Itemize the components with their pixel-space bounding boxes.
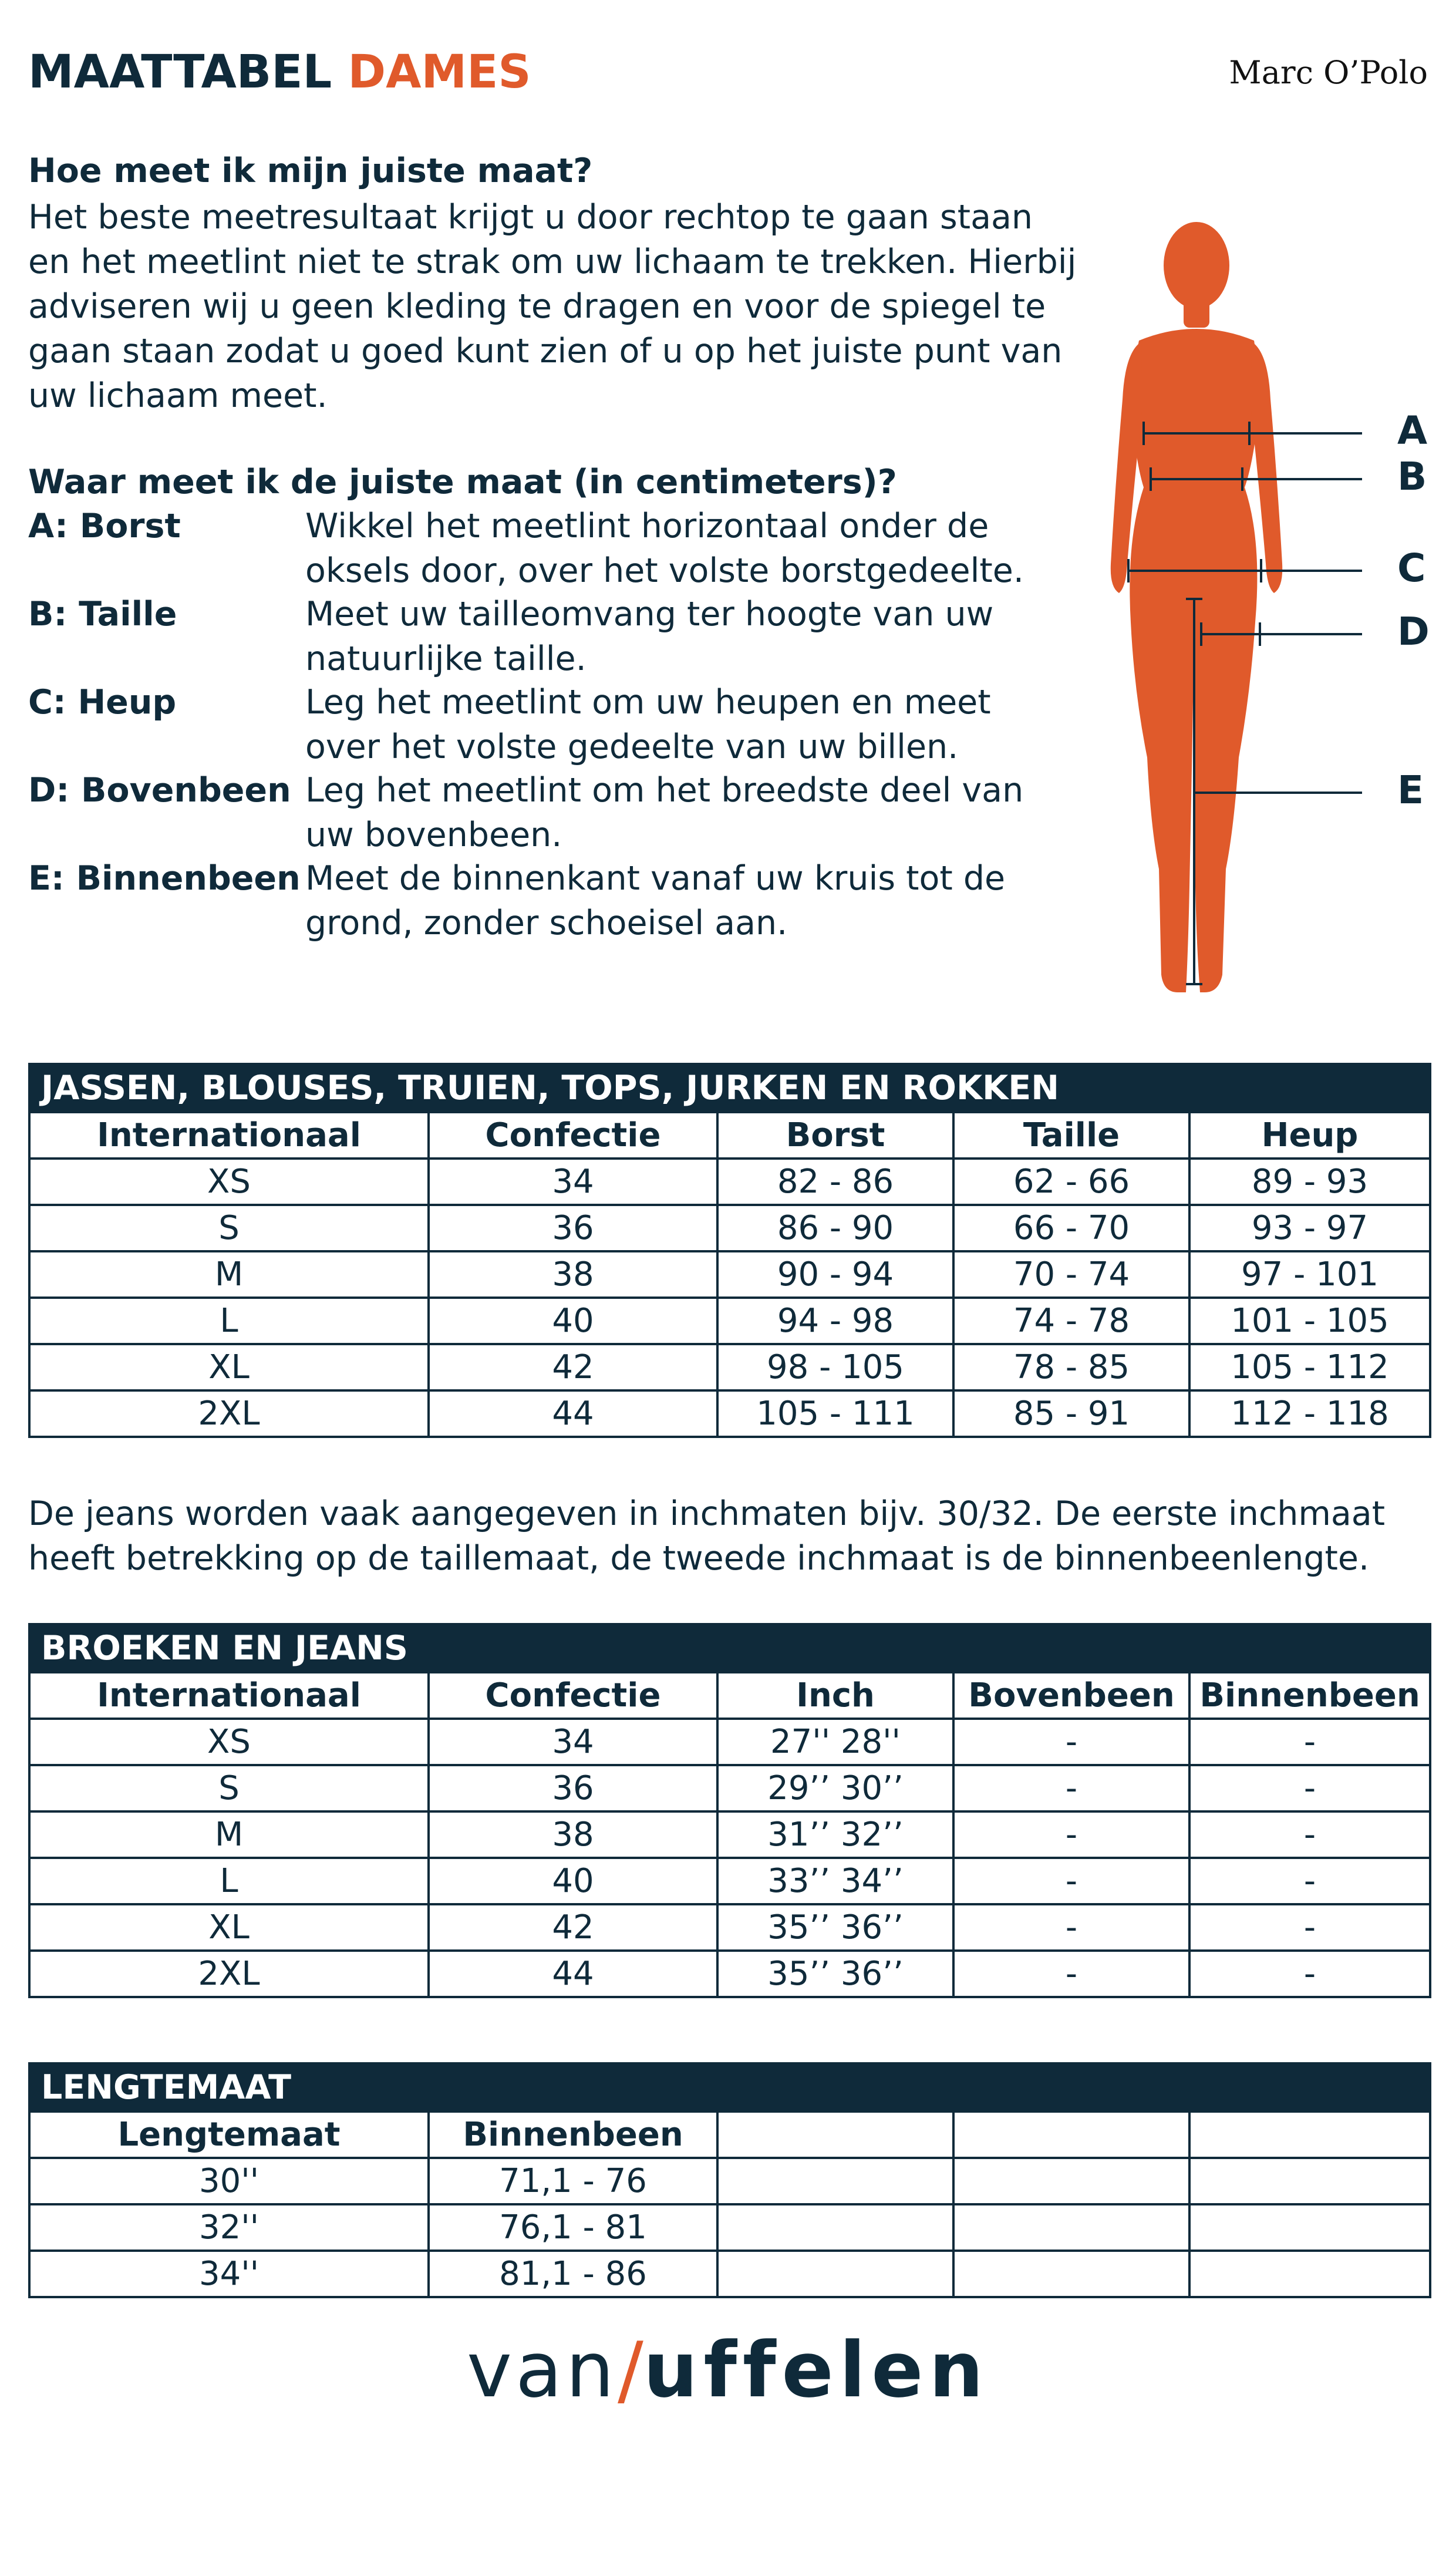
question-heading-2: Waar meet ik de juiste maat (in centimeters)? <box>28 463 897 501</box>
definition-line: uw bovenbeen. <box>305 816 562 854</box>
table-cell <box>1189 2204 1430 2251</box>
table-cell: 36 <box>429 1205 717 1251</box>
table-cell: 40 <box>429 1858 717 1904</box>
table-cell: 29’’ 30’’ <box>717 1765 953 1811</box>
title-main: MAATTABEL <box>28 46 332 99</box>
column-header: Borst <box>717 1112 953 1159</box>
table-row <box>29 1719 1430 1765</box>
table-cell: 105 - 112 <box>1189 1344 1430 1390</box>
table-cell: 34 <box>429 1159 717 1205</box>
table-row <box>29 1390 1430 1437</box>
definition-line: Leg het meetlint om het breedste deel van <box>305 771 1024 810</box>
marker-label-d: D <box>1397 609 1430 654</box>
table-cell: 34 <box>429 1719 717 1765</box>
question-heading-1: Hoe meet ik mijn juiste maat? <box>28 151 593 190</box>
note-line: De jeans worden vaak aangegeven in inchmaten bijv. 30/32. De eerste inchmaat <box>28 1494 1386 1533</box>
table-cell: 71,1 - 76 <box>429 2158 717 2204</box>
table-cell: 94 - 98 <box>717 1298 953 1344</box>
table-row <box>29 2251 1430 2297</box>
definition-line: Wikkel het meetlint horizontaal onder de <box>305 507 989 545</box>
table-cell: - <box>1189 1951 1430 1997</box>
jeans-note <box>28 1491 1431 1581</box>
table-cell: 40 <box>429 1298 717 1344</box>
table-cell: 44 <box>429 1951 717 1997</box>
table-cell: L <box>29 1298 429 1344</box>
brand-logo: Marc O’Polo <box>1229 54 1428 91</box>
column-header <box>953 2112 1189 2158</box>
definition-text <box>305 680 1074 769</box>
column-header: Binnenbeen <box>429 2112 717 2158</box>
paragraph-line: gaan staan zodat u goed kunt zien of u op het juiste punt van <box>28 332 1063 371</box>
table-cell: 42 <box>429 1344 717 1390</box>
table-cell: 93 - 97 <box>1189 1205 1430 1251</box>
logo-part-van: van <box>467 2325 618 2415</box>
definition-bovenbeen <box>28 768 1073 856</box>
size-table-jeans <box>28 1623 1431 1998</box>
table-cell: 85 - 91 <box>953 1390 1189 1437</box>
column-header: Internationaal <box>29 1112 429 1159</box>
table-cell: 62 - 66 <box>953 1159 1189 1205</box>
marker-label-e: E <box>1397 767 1424 813</box>
table-cell: 112 - 118 <box>1189 1390 1430 1437</box>
definition-text <box>305 504 1074 593</box>
table-row <box>29 1344 1430 1390</box>
table-cell <box>953 2251 1189 2297</box>
marker-label-c: C <box>1397 545 1426 591</box>
table-cell: 70 - 74 <box>953 1251 1189 1298</box>
definition-label: E: Binnenbeen <box>28 859 301 898</box>
table-cell: 98 - 105 <box>717 1344 953 1390</box>
note-line: heeft betrekking op de taillemaat, de tweede inchmaat is de binnenbeenlengte. <box>28 1539 1370 1578</box>
table-row <box>29 1951 1430 1997</box>
table-cell: 44 <box>429 1390 717 1437</box>
table-cell: - <box>953 1811 1189 1858</box>
table-cell: - <box>1189 1765 1430 1811</box>
marker-label-b: B <box>1397 454 1427 499</box>
table-cell: - <box>953 1858 1189 1904</box>
intro-paragraph <box>28 195 1077 418</box>
marker-label-a: A <box>1397 408 1428 453</box>
table-cell: 36 <box>429 1765 717 1811</box>
column-header: Lengtemaat <box>29 2112 429 2158</box>
column-header <box>1189 2112 1430 2158</box>
table-cell <box>717 2158 953 2204</box>
table-row <box>29 1858 1430 1904</box>
table-cell: 32'' <box>29 2204 429 2251</box>
definition-label: B: Taille <box>28 595 177 634</box>
table-row <box>29 1205 1430 1251</box>
table-cell <box>1189 2251 1430 2297</box>
definition-line: grond, zonder schoeisel aan. <box>305 904 788 942</box>
table-cell: - <box>1189 1858 1430 1904</box>
table-cell: 81,1 - 86 <box>429 2251 717 2297</box>
column-header <box>717 2112 953 2158</box>
table-row <box>29 1251 1430 1298</box>
table-cell: 2XL <box>29 1390 429 1437</box>
table-cell: 89 - 93 <box>1189 1159 1430 1205</box>
table-row <box>29 1298 1430 1344</box>
table-title: BROEKEN EN JEANS <box>29 1624 1430 1672</box>
table-row <box>29 1159 1430 1205</box>
table-cell: 74 - 78 <box>953 1298 1189 1344</box>
table-cell: 33’’ 34’’ <box>717 1858 953 1904</box>
table-cell: 2XL <box>29 1951 429 1997</box>
table-cell: 97 - 101 <box>1189 1251 1430 1298</box>
table-cell: 90 - 94 <box>717 1251 953 1298</box>
table-row <box>29 1811 1430 1858</box>
table-cell: 78 - 85 <box>953 1344 1189 1390</box>
table-cell: 31’’ 32’’ <box>717 1811 953 1858</box>
table-cell: 35’’ 36’’ <box>717 1904 953 1951</box>
table-cell: S <box>29 1765 429 1811</box>
column-header: Internationaal <box>29 1672 429 1719</box>
table-cell: - <box>953 1951 1189 1997</box>
paragraph-line: Het beste meetresultaat krijgt u door rechtop te gaan staan <box>28 198 1033 237</box>
table-cell <box>717 2251 953 2297</box>
definition-line: Meet de binnenkant vanaf uw kruis tot de <box>305 859 1006 898</box>
column-header: Taille <box>953 1112 1189 1159</box>
table-cell: - <box>1189 1904 1430 1951</box>
table-cell: 42 <box>429 1904 717 1951</box>
column-header: Bovenbeen <box>953 1672 1189 1719</box>
table-cell: 34'' <box>29 2251 429 2297</box>
column-header: Heup <box>1189 1112 1430 1159</box>
definition-line: Leg het meetlint om uw heupen en meet <box>305 683 991 722</box>
definition-text <box>305 856 1074 945</box>
table-cell: 66 - 70 <box>953 1205 1189 1251</box>
van-uffelen-logo <box>0 2325 1456 2415</box>
page-title <box>28 46 531 99</box>
table-row <box>29 2158 1430 2204</box>
table-cell: 30'' <box>29 2158 429 2204</box>
table-cell <box>953 2158 1189 2204</box>
paragraph-line: uw lichaam meet. <box>28 376 328 415</box>
definition-text <box>305 592 1074 681</box>
table-cell: 105 - 111 <box>717 1390 953 1437</box>
definition-line: Meet uw tailleomvang ter hoogte van uw <box>305 595 994 634</box>
paragraph-line: en het meetlint niet te strak om uw lichaam te trekken. Hierbij <box>28 243 1077 281</box>
title-accent: DAMES <box>348 46 531 99</box>
table-cell: - <box>953 1765 1189 1811</box>
definition-binnenbeen <box>28 856 1073 944</box>
definition-line: over het volste gedeelte van uw billen. <box>305 728 959 766</box>
table-cell <box>1189 2158 1430 2204</box>
column-header: Confectie <box>429 1672 717 1719</box>
table-cell: - <box>1189 1811 1430 1858</box>
table-cell: XL <box>29 1344 429 1390</box>
definition-borst <box>28 504 1073 592</box>
logo-slash: / <box>618 2325 643 2415</box>
table-cell: - <box>953 1719 1189 1765</box>
table-cell <box>953 2204 1189 2251</box>
table-cell: L <box>29 1858 429 1904</box>
size-table-tops <box>28 1063 1431 1438</box>
definition-label: A: Borst <box>28 507 181 545</box>
table-cell <box>717 2204 953 2251</box>
table-row <box>29 1765 1430 1811</box>
table-row <box>29 2204 1430 2251</box>
column-header: Confectie <box>429 1112 717 1159</box>
table-cell: M <box>29 1251 429 1298</box>
table-cell: 35’’ 36’’ <box>717 1951 953 1997</box>
table-cell: 38 <box>429 1251 717 1298</box>
table-cell: 27'' 28'' <box>717 1719 953 1765</box>
table-cell: 101 - 105 <box>1189 1298 1430 1344</box>
column-header: Inch <box>717 1672 953 1719</box>
table-cell: 86 - 90 <box>717 1205 953 1251</box>
definition-label: D: Bovenbeen <box>28 771 291 810</box>
column-header: Binnenbeen <box>1189 1672 1430 1719</box>
table-cell: 76,1 - 81 <box>429 2204 717 2251</box>
body-silhouette-icon <box>1069 211 1444 998</box>
definition-label: C: Heup <box>28 683 177 722</box>
table-cell: - <box>1189 1719 1430 1765</box>
table-header-row <box>29 1112 1430 1159</box>
table-title: LENGTEMAAT <box>29 2063 1430 2112</box>
table-cell: 38 <box>429 1811 717 1858</box>
table-row <box>29 1904 1430 1951</box>
table-title: JASSEN, BLOUSES, TRUIEN, TOPS, JURKEN EN ROKKEN <box>29 1064 1430 1112</box>
table-cell: M <box>29 1811 429 1858</box>
table-cell: XS <box>29 1719 429 1765</box>
table-cell: 82 - 86 <box>717 1159 953 1205</box>
table-cell: - <box>953 1904 1189 1951</box>
definition-line: oksels door, over het volste borstgedeelte. <box>305 551 1024 590</box>
length-table <box>28 2062 1431 2298</box>
table-cell: S <box>29 1205 429 1251</box>
definition-heup <box>28 680 1073 768</box>
logo-part-uffelen: uffelen <box>643 2325 989 2415</box>
paragraph-line: adviseren wij u geen kleding te dragen en voor de spiegel te <box>28 287 1046 326</box>
definition-taille <box>28 592 1073 680</box>
body-measurement-figure <box>1069 211 1444 998</box>
table-cell: XL <box>29 1904 429 1951</box>
table-header-row <box>29 2112 1430 2158</box>
table-cell: XS <box>29 1159 429 1205</box>
definition-text <box>305 768 1074 857</box>
table-header-row <box>29 1672 1430 1719</box>
definition-line: natuurlijke taille. <box>305 639 587 678</box>
measurement-definitions <box>28 504 1073 944</box>
